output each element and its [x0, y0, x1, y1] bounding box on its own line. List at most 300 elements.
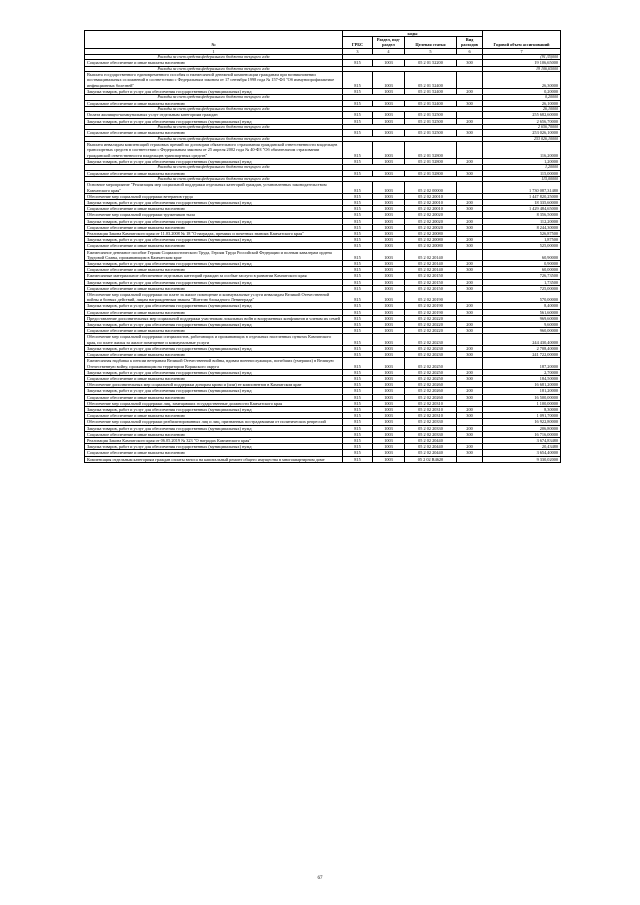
row-grbs: 815	[343, 309, 373, 315]
row-grbs: 815	[343, 112, 373, 118]
row-amount: 60,00000	[483, 267, 561, 273]
row-amount: 112,20000	[483, 218, 561, 224]
row-target: 05 2 02 20250	[405, 375, 457, 381]
row-grbs: 815	[343, 206, 373, 212]
row-section: 1003	[373, 334, 405, 345]
header-target: Целевая статья	[405, 37, 457, 48]
row-grbs: 815	[343, 231, 373, 237]
row-amount: 1 429 484,65000	[483, 206, 561, 212]
col-number: 7	[483, 48, 561, 54]
row-type: 300	[457, 267, 483, 273]
row-grbs: 815	[343, 303, 373, 309]
row-amount: 1 730 087,31480	[483, 182, 561, 193]
row-name: Ежемесячная надбавка к пенсии ветеранам Великой Отечественной войны, вдовам военнослужащих, погибших (умерших) в Великую Отечественную войну, проживающим на территории Корякского округа	[85, 358, 343, 369]
row-section: 1003	[373, 315, 405, 321]
row-amount: 16 922,80000	[483, 419, 561, 425]
row-type: 200	[457, 345, 483, 351]
col-number: 1	[85, 48, 343, 54]
row-target: 05 2 02 20310	[405, 413, 457, 419]
row-name: Обеспечение дополнительных мер социальной поддержки донорам крови и (или) ее компонентов в Камчатском крае	[85, 382, 343, 388]
row-type: 200	[457, 88, 483, 94]
row-section: 1003	[373, 142, 405, 159]
row-target: 05 2 01 52500	[405, 118, 457, 124]
row-name: Обеспечение мер социальной поддержки тружеников тыла	[85, 212, 343, 218]
row-section: 1003	[373, 279, 405, 285]
row-section: 1003	[373, 285, 405, 291]
row-target: 05 2 02 20190	[405, 303, 457, 309]
row-grbs: 815	[343, 224, 373, 230]
row-section: 1003	[373, 400, 405, 406]
subtotal-amount: 26,10000	[483, 106, 561, 112]
row-section: 1003	[373, 224, 405, 230]
row-grbs: 815	[343, 72, 373, 89]
row-target: 05 2 01 52400	[405, 72, 457, 89]
row-name: Социальное обеспечение и иные выплаты населению	[85, 352, 343, 358]
row-section: 1003	[373, 369, 405, 375]
row-type: 200	[457, 425, 483, 431]
row-target: 05 2 02 20080	[405, 243, 457, 249]
row-target: 05 2 02 20330	[405, 431, 457, 437]
row-name: Социальное обеспечение и иные выплаты населению	[85, 267, 343, 273]
row-name: Социальное обеспечение и иные выплаты населению	[85, 328, 343, 334]
row-amount: 26,10000	[483, 100, 561, 106]
row-amount: 116,20000	[483, 142, 561, 159]
row-amount: 9,60000	[483, 322, 561, 328]
row-target: 05 2 02 20310	[405, 400, 457, 406]
row-type: 200	[457, 369, 483, 375]
row-section: 1003	[373, 322, 405, 328]
subtotal-amount: 253 026,10000	[483, 136, 561, 142]
row-section: 1003	[373, 88, 405, 94]
subtotal-label: Расходы за счет средств федерального бюджета текущего года	[85, 165, 343, 171]
row-grbs: 815	[343, 358, 373, 369]
row-amount: 253 026,10000	[483, 130, 561, 136]
row-target: 05 2 02 20330	[405, 425, 457, 431]
row-grbs: 815	[343, 334, 373, 345]
row-name: Обеспечение мер социальной поддержки специалистов, работающих и проживающих в отдельных населенных пунктах Камчатского края, по плате жилья за жилое помещение и коммунальные услуги	[85, 334, 343, 345]
row-amount: 18 335,60000	[483, 200, 561, 206]
row-amount: 184,50000	[483, 375, 561, 381]
row-target: 05 2 02 20230	[405, 345, 457, 351]
row-section: 1003	[373, 206, 405, 212]
row-grbs: 815	[343, 279, 373, 285]
row-type: 300	[457, 243, 483, 249]
row-name: Компенсация отдельным категориям граждан оплаты взноса на капитальный ремонт общего имущества в многоквартирном доме	[85, 456, 343, 462]
row-type	[457, 182, 483, 193]
row-name: Оплата жилищно-коммунальных услуг отдельным категориям граждан	[85, 112, 343, 118]
row-type: 300	[457, 375, 483, 381]
row-section: 1003	[373, 456, 405, 462]
row-amount: 1,20000	[483, 158, 561, 164]
col-number: 3	[343, 48, 373, 54]
row-amount: 570,00000	[483, 292, 561, 303]
row-section: 1003	[373, 249, 405, 260]
row-section: 1003	[373, 231, 405, 237]
row-section: 1003	[373, 237, 405, 243]
header-section: Раздел, под- раздел	[373, 37, 405, 48]
row-section: 1003	[373, 212, 405, 218]
row-amount: 0,90000	[483, 261, 561, 267]
row-grbs: 815	[343, 328, 373, 334]
row-section: 1003	[373, 243, 405, 249]
row-target: 05 2 01 52200	[405, 60, 457, 66]
row-name: Ежемесячное денежное пособие Героям Социалистического Труда, Героям Труда Российской Федерации и полным кавалерам ордена Трудовой Славы, проживающим в Камчатском крае	[85, 249, 343, 260]
subtotal-amount: 1,20000	[483, 165, 561, 171]
row-amount: 255 682,60000	[483, 112, 561, 118]
row-section: 1003	[373, 273, 405, 279]
row-type: 300	[457, 309, 483, 315]
row-target: 05 2 01 52500	[405, 130, 457, 136]
row-amount: 19 106,65000	[483, 60, 561, 66]
row-section: 1003	[373, 112, 405, 118]
row-grbs: 815	[343, 450, 373, 456]
row-name: Закупка товаров, работ и услуг для обеспечения государственных (муниципальных) нужд	[85, 406, 343, 412]
row-target: 05 2 02 20260	[405, 394, 457, 400]
row-amount: 0,20000	[483, 88, 561, 94]
row-amount: 16 716,00000	[483, 431, 561, 437]
row-amount: 26,30000	[483, 72, 561, 89]
table-row	[85, 142, 561, 159]
subtotal-label: Расходы за счет средств федерального бюджета текущего года	[85, 124, 343, 130]
row-name: Социальное обеспечение и иные выплаты населению	[85, 413, 343, 419]
row-grbs: 815	[343, 400, 373, 406]
row-type: 300	[457, 450, 483, 456]
table-row	[85, 334, 561, 345]
row-grbs: 815	[343, 425, 373, 431]
budget-table	[84, 30, 561, 463]
row-name: Выплата государственного единовременного пособия и ежемесячной денежной компенсации гражданам при возникновении поствакцинальных осложнений в соответствии с Федеральным законом от 17 сентября 1998 года № 157-ФЗ "Об иммунопрофилактике инфекционных болезней"	[85, 72, 343, 89]
row-type: 300	[457, 285, 483, 291]
row-target: 05 2 02 20150	[405, 285, 457, 291]
header-type: Вид расходов	[457, 37, 483, 48]
row-target: 05 2 02 20010	[405, 206, 457, 212]
row-section: 1003	[373, 72, 405, 89]
table-header	[85, 31, 561, 55]
row-section: 1003	[373, 218, 405, 224]
row-target: 05 2 02 20140	[405, 249, 457, 260]
row-target: 05 2 02 20020	[405, 224, 457, 230]
row-target: 05 2 02 20250	[405, 358, 457, 369]
row-target: 05 2 01 52400	[405, 88, 457, 94]
row-grbs: 815	[343, 456, 373, 462]
row-target: 05 2 02 20220	[405, 322, 457, 328]
subtotal-amount: (91,35)000	[483, 54, 561, 60]
row-type: 300	[457, 130, 483, 136]
row-type	[457, 358, 483, 369]
row-target: 05 2 02 20010	[405, 193, 457, 199]
row-grbs: 815	[343, 419, 373, 425]
row-section: 1003	[373, 358, 405, 369]
row-grbs: 815	[343, 88, 373, 94]
row-target: 05 2 02 20220	[405, 328, 457, 334]
row-name: Обеспечение мер социальной поддержки лиц, замещавших государственные должности Камчатского края	[85, 400, 343, 406]
row-section: 1003	[373, 444, 405, 450]
row-grbs: 815	[343, 292, 373, 303]
subtotal-label: Расходы за счет средств федерального бюджета текущего года	[85, 54, 343, 60]
row-amount: 16 500,00000	[483, 394, 561, 400]
row-target: 05 2 02 00000	[405, 182, 457, 193]
row-name: Социальное обеспечение и иные выплаты населению	[85, 394, 343, 400]
row-name: Закупка товаров, работ и услуг для обеспечения государственных (муниципальных) нужд	[85, 88, 343, 94]
row-name: Обеспечение мер социальной поддержки по плате за жилое помещение и коммунальные услуги инвалидам Великой Отечественной войны и боевых действий, лицам награжденным знаком "Жителю блокадного Ленинграда"	[85, 292, 343, 303]
row-type	[457, 249, 483, 260]
row-amount: 1 447 820,25000	[483, 193, 561, 199]
row-grbs: 815	[343, 315, 373, 321]
row-grbs: 815	[343, 267, 373, 273]
row-amount: 525,00000	[483, 243, 561, 249]
row-grbs: 815	[343, 118, 373, 124]
row-target: 05 2 02 20440	[405, 450, 457, 456]
row-section: 1003	[373, 406, 405, 412]
row-amount: 3 674,83480	[483, 437, 561, 443]
row-target: 05 2 02 20260	[405, 382, 457, 388]
row-name: Социальное обеспечение и иные выплаты населению	[85, 285, 343, 291]
row-target: 05 2 02 20310	[405, 406, 457, 412]
row-name: Социальное обеспечение и иные выплаты населению	[85, 206, 343, 212]
col-number: 5	[405, 48, 457, 54]
row-type: 200	[457, 158, 483, 164]
row-amount: 241 722,00000	[483, 352, 561, 358]
row-name: Реализация Закона Камчатского края от 11.03.2008 № 18 "О наградах, премиях и почетных званиях Камчатского края"	[85, 231, 343, 237]
row-grbs: 815	[343, 388, 373, 394]
row-name: Ежемесячные материальное обеспечение отдельных категорий граждан за особые заслуги в развитии Камчатского края	[85, 273, 343, 279]
row-name: Закупка товаров, работ и услуг для обеспечения государственных (муниципальных) нужд	[85, 158, 343, 164]
row-amount: 115,00000	[483, 170, 561, 176]
row-grbs: 815	[343, 182, 373, 193]
row-section: 1003	[373, 60, 405, 66]
row-section: 1003	[373, 394, 405, 400]
row-type: 200	[457, 303, 483, 309]
row-target: 05 2 02 20230	[405, 352, 457, 358]
row-target: 05 2 02 20190	[405, 292, 457, 303]
row-grbs: 815	[343, 60, 373, 66]
row-target: 05 2 02 20230	[405, 334, 457, 345]
row-name: Социальное обеспечение и иные выплаты населению	[85, 431, 343, 437]
row-amount: 3 654,40000	[483, 450, 561, 456]
row-target: 05 2 02 20020	[405, 212, 457, 218]
row-target: 05 2 02 20440	[405, 437, 457, 443]
header-codes: коды	[343, 31, 483, 37]
row-grbs: 815	[343, 218, 373, 224]
row-name: Социальное обеспечение и иные выплаты населению	[85, 243, 343, 249]
row-grbs: 815	[343, 413, 373, 419]
row-section: 1003	[373, 375, 405, 381]
row-amount: 726,73500	[483, 273, 561, 279]
row-grbs: 815	[343, 352, 373, 358]
row-type: 300	[457, 60, 483, 66]
row-name: Социальное обеспечение и иные выплаты населению	[85, 450, 343, 456]
header-grbs: ГРБС	[343, 37, 373, 48]
subtotal-amount: 2 656,70000	[483, 124, 561, 130]
row-name: Закупка товаров, работ и услуг для обеспечения государственных (муниципальных) нужд	[85, 444, 343, 450]
row-target: 05 2 01 52500	[405, 112, 457, 118]
row-amount: 9 330,02000	[483, 456, 561, 462]
row-name: Закупка товаров, работ и услуг для обеспечения государственных (муниципальных) нужд	[85, 218, 343, 224]
row-grbs: 815	[343, 382, 373, 388]
row-section: 1003	[373, 328, 405, 334]
row-type: 300	[457, 431, 483, 437]
row-section: 1003	[373, 261, 405, 267]
row-grbs: 815	[343, 261, 373, 267]
row-type: 300	[457, 328, 483, 334]
table-body	[85, 54, 561, 462]
row-grbs: 815	[343, 100, 373, 106]
row-name: Закупка товаров, работ и услуг для обеспечения государственных (муниципальных) нужд	[85, 118, 343, 124]
row-amount: 8 356,50000	[483, 212, 561, 218]
row-name: Закупка товаров, работ и услуг для обеспечения государственных (муниципальных) нужд	[85, 200, 343, 206]
row-section: 1003	[373, 425, 405, 431]
row-target: 05 2 01 52400	[405, 100, 457, 106]
row-name: Закупка товаров, работ и услуг для обеспечения государственных (муниципальных) нужд	[85, 303, 343, 309]
row-type	[457, 456, 483, 462]
row-amount: 244 430,40000	[483, 334, 561, 345]
row-amount: 20,43480	[483, 444, 561, 450]
row-amount: 969,60000	[483, 315, 561, 321]
row-amount: 960,00000	[483, 328, 561, 334]
row-section: 1003	[373, 130, 405, 136]
row-grbs: 815	[343, 158, 373, 164]
row-type: 300	[457, 206, 483, 212]
row-type: 300	[457, 170, 483, 176]
row-target: 05 2 02 20020	[405, 218, 457, 224]
row-target: 05 2 01 52800	[405, 142, 457, 159]
row-section: 1003	[373, 431, 405, 437]
row-type: 300	[457, 413, 483, 419]
row-amount: 1,87500	[483, 237, 561, 243]
row-amount: 206,80000	[483, 425, 561, 431]
row-section: 1003	[373, 437, 405, 443]
row-section: 1003	[373, 352, 405, 358]
row-name: Закупка товаров, работ и услуг для обеспечения государственных (муниципальных) нужд	[85, 237, 343, 243]
row-type: 200	[457, 200, 483, 206]
row-grbs: 815	[343, 444, 373, 450]
row-type	[457, 142, 483, 159]
row-name: Закупка товаров, работ и услуг для обеспечения государственных (муниципальных) нужд	[85, 345, 343, 351]
row-grbs: 815	[343, 200, 373, 206]
row-amount: 8 244,30000	[483, 224, 561, 230]
table-row	[85, 292, 561, 303]
row-type	[457, 292, 483, 303]
subtotal-label: Расходы за счет средств федерального бюджета текущего года	[85, 176, 343, 182]
row-amount: 725,00000	[483, 285, 561, 291]
row-section: 1003	[373, 170, 405, 176]
row-grbs: 815	[343, 170, 373, 176]
row-grbs: 815	[343, 394, 373, 400]
row-name: Обеспечение мер социальной поддержки реабилитированных лиц и лиц, признанных пострадавшими от политических репрессий	[85, 419, 343, 425]
row-target: 05 2 01 52800	[405, 170, 457, 176]
table-row	[85, 182, 561, 193]
row-name: Обеспечение мер социальной поддержки ветеранов труда	[85, 193, 343, 199]
row-grbs: 815	[343, 237, 373, 243]
row-amount: 526,87500	[483, 231, 561, 237]
row-section: 1003	[373, 450, 405, 456]
subtotal-label: Расходы за счет средств федерального бюджета текущего года	[85, 95, 343, 101]
row-amount: 181,20000	[483, 388, 561, 394]
row-grbs: 815	[343, 243, 373, 249]
subtotal-amount: 0,20000	[483, 95, 561, 101]
row-target: 05 2 02 20080	[405, 237, 457, 243]
row-amount: 8,40000	[483, 303, 561, 309]
row-amount: 1,73500	[483, 279, 561, 285]
page-number: 67	[317, 876, 323, 881]
row-target: 05 2 02 20260	[405, 388, 457, 394]
row-target: 05 2 02 20010	[405, 200, 457, 206]
row-section: 1003	[373, 345, 405, 351]
row-type: 200	[457, 322, 483, 328]
row-grbs: 815	[343, 285, 373, 291]
header-name: №	[85, 31, 343, 49]
row-grbs: 815	[343, 431, 373, 437]
col-number: 4	[373, 48, 405, 54]
row-name: Реализация Закона Камчатского края от 06.05.2019 № 323 "О наградах Камчатского края"	[85, 437, 343, 443]
row-section: 1003	[373, 182, 405, 193]
row-amount: 2,70000	[483, 369, 561, 375]
row-type: 200	[457, 218, 483, 224]
row-amount: 2 656,70000	[483, 118, 561, 124]
row-grbs: 815	[343, 406, 373, 412]
table-row	[85, 72, 561, 89]
row-target: 05 2 02 20150	[405, 273, 457, 279]
row-name: Закупка товаров, работ и услуг для обеспечения государственных (муниципальных) нужд	[85, 369, 343, 375]
row-type: 200	[457, 261, 483, 267]
row-amount: 8,30000	[483, 406, 561, 412]
row-type: 200	[457, 118, 483, 124]
row-type: 200	[457, 406, 483, 412]
row-section: 1003	[373, 100, 405, 106]
subtotal-amount: 115,00000	[483, 176, 561, 182]
row-name: Закупка товаров, работ и услуг для обеспечения государственных (муниципальных) нужд	[85, 322, 343, 328]
row-name: Основное мероприятие "Реализация мер социальной поддержки отдельных категорий граждан, установленных законодательством Камчатского края"	[85, 182, 343, 193]
row-grbs: 815	[343, 345, 373, 351]
row-section: 1003	[373, 118, 405, 124]
budget-sheet	[84, 30, 560, 463]
row-target: 05 2 02 20220	[405, 315, 457, 321]
row-type: 300	[457, 394, 483, 400]
col-number: 6	[457, 48, 483, 54]
row-grbs: 815	[343, 193, 373, 199]
row-name: Социальное обеспечение и иные выплаты населению	[85, 130, 343, 136]
row-type: 200	[457, 279, 483, 285]
row-amount: 16 681,20000	[483, 382, 561, 388]
row-name: Социальное обеспечение и иные выплаты населению	[85, 309, 343, 315]
row-type: 200	[457, 237, 483, 243]
row-target: 05 2 02 20190	[405, 309, 457, 315]
row-name: Социальное обеспечение и иные выплаты населению	[85, 100, 343, 106]
row-section: 1003	[373, 267, 405, 273]
row-section: 1003	[373, 303, 405, 309]
row-target: 05 2 02 20330	[405, 419, 457, 425]
row-name: Предоставление дополнительных мер социальной поддержки участникам локальных войн и вооруженных конфликтов и членам их семей	[85, 315, 343, 321]
row-name: Закупка товаров, работ и услуг для обеспечения государственных (муниципальных) нужд	[85, 261, 343, 267]
row-target: 05 2 02 R4620	[405, 456, 457, 462]
row-section: 1003	[373, 292, 405, 303]
row-target: 05 2 02 20080	[405, 231, 457, 237]
row-target: 05 2 01 52800	[405, 158, 457, 164]
row-name: Социальное обеспечение и иные выплаты населению	[85, 170, 343, 176]
subtotal-amount: 19 106,65000	[483, 66, 561, 72]
row-target: 05 2 02 20150	[405, 279, 457, 285]
row-type: 300	[457, 100, 483, 106]
row-amount: 1 100,00000	[483, 400, 561, 406]
row-name: Выплата инвалидам компенсаций страховых премий по договорам обязательного страхования гражданской ответственности владельцев транспортных средств в соответствии с Федеральным законом от 25 апреля 2002 года № 40-ФЗ "Об обязательном страховании гражданской ответственности владельцев транспортных средств"	[85, 142, 343, 159]
row-section: 1003	[373, 382, 405, 388]
row-grbs: 815	[343, 212, 373, 218]
row-amount: 2 708,40000	[483, 345, 561, 351]
row-name: Закупка товаров, работ и услуг для обеспечения государственных (муниципальных) нужд	[85, 425, 343, 431]
subtotal-label: Расходы за счет средств федерального бюджета текущего года	[85, 66, 343, 72]
row-amount: 60,90000	[483, 249, 561, 260]
row-target: 05 2 02 20250	[405, 369, 457, 375]
